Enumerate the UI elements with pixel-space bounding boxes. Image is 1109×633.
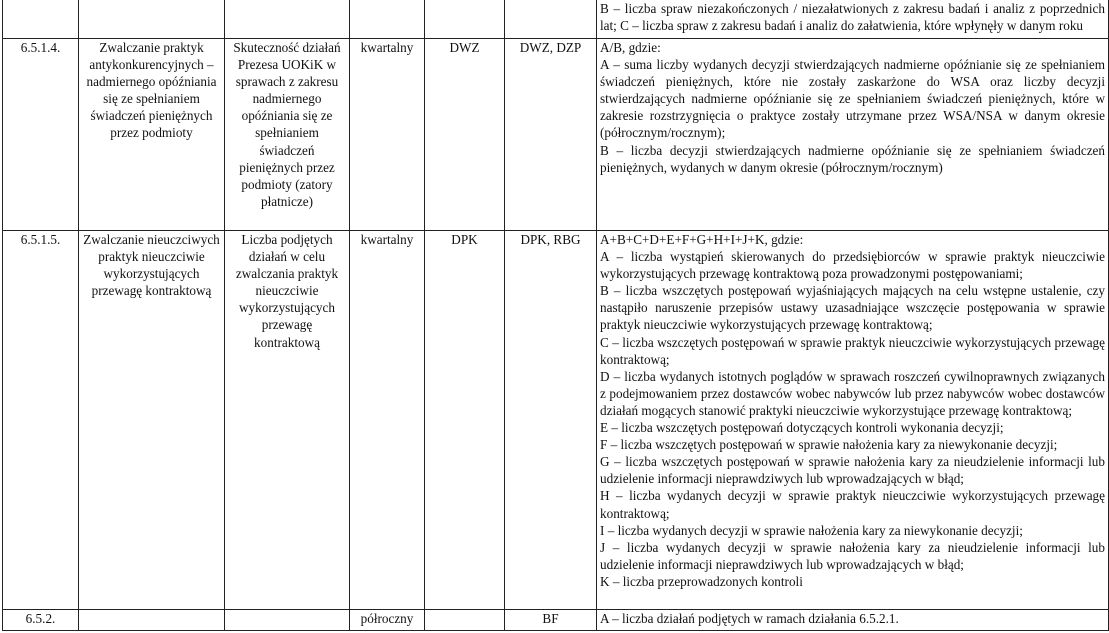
- formula-line: K – liczba przeprowadzonych kontroli: [600, 573, 803, 589]
- formula-line: E – liczba wszczętych postępowań dotyczących kontroli wykonania decyzji;: [600, 420, 1004, 436]
- action-cell: [79, 610, 225, 631]
- formula-line: A – liczba działań podjętych w ramach działania 6.5.2.1.: [600, 611, 899, 626]
- table-row: [3, 0, 1109, 39]
- formula-line: A+B+C+D+E+F+G+H+I+J+K, gdzie:: [600, 232, 804, 247]
- frequency-cell: kwartalny: [350, 231, 425, 610]
- source-cell: DPK: [425, 231, 505, 610]
- formula-line: I – liczba wydanych decyzji w sprawie nałożenia kary za niewykonanie decyzji;: [600, 522, 1023, 538]
- task-number-cell: [3, 0, 79, 39]
- action-cell: Zwalczanie nieuczciwych praktyk nieuczciwie wykorzystujących przewagę kontraktową: [79, 231, 225, 610]
- formula-line: H – liczba wydanych decyzji w sprawie praktyk nieuczciwie wykorzystujących przewagę kontraktową;: [600, 488, 1105, 521]
- indicator-table: [2, 0, 1109, 631]
- table-row: [3, 39, 1109, 231]
- formula-line: D – liczba wydanych istotnych poglądów w sprawach roszczeń cywilnoprawnych związanych z podejmowaniem przez dostawców wobec nabywców lub przez nabywców wobec dostawców działań mogących stanowić praktyki nieuczciwie wykorzystujące przewagę kontraktową;: [600, 368, 1105, 418]
- action-cell: Zwalczanie praktyk antykonkurencyjnych – nadmiernego opóźniania się ze spełnianiem świadczeń pieniężnych przez podmioty: [79, 39, 225, 231]
- formula-cell: [597, 231, 1109, 610]
- formula-line: A/B, gdzie:: [600, 40, 661, 55]
- indicator-cell: [225, 0, 350, 39]
- source-cell: DWZ: [425, 39, 505, 231]
- formula-cell: [597, 39, 1109, 231]
- indicator-cell: [225, 610, 350, 631]
- indicator-cell: Skuteczność działań Prezesa UOKiK w sprawach z zakresu nadmiernego opóźniania się ze spełnianiem świadczeń pieniężnych przez podmioty (zatory płatnicze): [225, 39, 350, 231]
- frequency-cell: [350, 0, 425, 39]
- formula-line: J – liczba wydanych decyzji w sprawie nałożenia kary za nieudzielenie informacji lub udzielenie informacji nieprawdziwych lub wprowadzających w błąd;: [600, 539, 1105, 572]
- table-row: [3, 231, 1109, 610]
- formula-line: A – suma liczby wydanych decyzji stwierdzających nadmierne opóźnianie się ze spełnianiem świadczeń pieniężnych, które nie zostały zaskarżone do WSA oraz liczby decyzji stwierdzających nadmierne opóźnianie się ze spełnianiem świadczeń pieniężnych, które w zakresie rozstrzygnięcia o praktyce zostały utrzymane przez WSA/NSA w danym okresie (półrocznym/rocznym);: [600, 57, 1105, 141]
- formula-line: A – liczba wystąpień skierowanych do przedsiębiorców w sprawie praktyk nieuczciwie wykorzystujących przewagę kontraktową poza prowadzonymi postępowaniami;: [600, 249, 1105, 282]
- formula-line: F – liczba wszczętych postępowań w sprawie nałożenia kary za niewykonanie decyzji;: [600, 437, 1058, 453]
- source-cell: [425, 0, 505, 39]
- formula-line: B – liczba decyzji stwierdzających nadmierne opóźnianie się ze spełnianiem świadczeń pieniężnych, wydanych w danym okresie (półrocznym/rocznym): [600, 142, 1105, 175]
- responsible-cell: DPK, RBG: [505, 231, 597, 610]
- responsible-cell: DWZ, DZP: [505, 39, 597, 231]
- responsible-cell: [505, 0, 597, 39]
- source-cell: [425, 610, 505, 631]
- formula-line: C – liczba wszczętych postępowań w sprawie praktyk nieuczciwie wykorzystujących przewagę kontraktową;: [600, 334, 1105, 367]
- action-cell: [79, 0, 225, 39]
- formula-line: G – liczba wszczętych postępowań w sprawie nałożenia kary za nieudzielenie informacji lub udzielenie informacji nieprawdziwych lub wprowadzających w błąd;: [600, 454, 1105, 487]
- frequency-cell: kwartalny: [350, 39, 425, 231]
- table-row: [3, 610, 1109, 631]
- task-number-cell: 6.5.1.4.: [3, 39, 79, 231]
- task-number-cell: 6.5.1.5.: [3, 231, 79, 610]
- responsible-cell: BF: [505, 610, 597, 631]
- indicator-cell: Liczba podjętych działań w celu zwalczania praktyk nieuczciwie wykorzystujących przewagę kontraktową: [225, 231, 350, 610]
- formula-cell: [597, 0, 1109, 39]
- formula-cell: [597, 610, 1109, 631]
- formula-line: B – liczba wszczętych postępowań wyjaśniających mających na celu wstępne ustalenie, czy nastąpiło naruszenie przepisów ustawy uzasadniające wszczęcie postępowania w sprawie praktyk nieuczciwie wykorzystujących przewagę kontraktową;: [600, 283, 1105, 333]
- frequency-cell: półroczny: [350, 610, 425, 631]
- task-number-cell: 6.5.2.: [3, 610, 79, 631]
- formula-line: B – liczba spraw niezakończonych / niezałatwionych z zakresu badań i analiz z poprzednich lat; C – liczba spraw z zakresu badań i analiz do załatwienia, które wpłynęły w danym roku: [600, 1, 1105, 34]
